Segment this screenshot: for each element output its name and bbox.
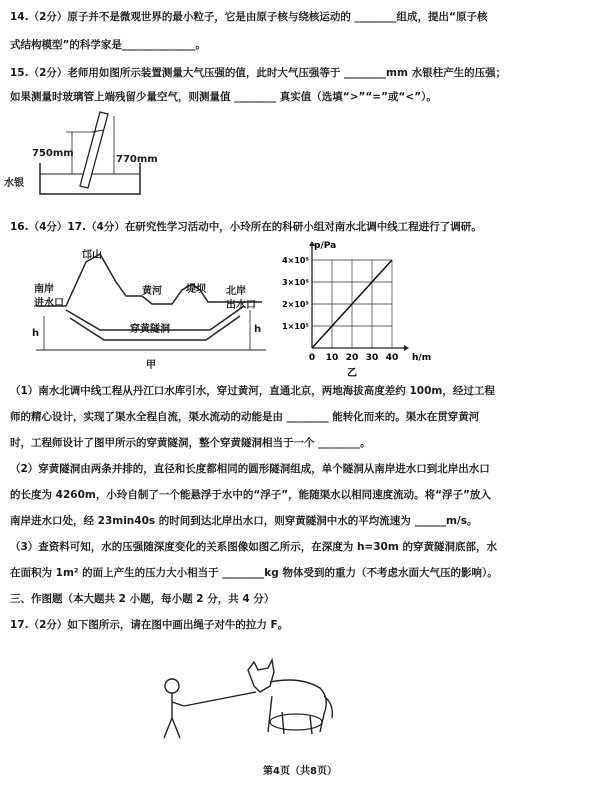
pressure-depth-chart (272, 240, 432, 380)
label-dike: 堤坝 (186, 284, 206, 295)
label-north-bank: 北岸 (226, 286, 246, 297)
y-axis-label: p/Pa (314, 241, 337, 251)
q14-line2: 式结构模型”的科学家是______________。 (10, 39, 206, 51)
q15-line2: 如果测量时玻璃管上端残留少量空气，则测量值 ________ 真实值（选填“>”“=”或“<”）。 (10, 91, 437, 103)
label-mercury: 水银 (4, 178, 24, 189)
label-yellow-river: 黄河 (142, 286, 162, 297)
label-tunnel: 穿黄隧洞 (130, 324, 170, 335)
x-tick-label: 10 (325, 353, 339, 363)
y-tick-label: 2×10⁵ (282, 300, 309, 309)
q14-line1: 14.（2分）原子并不是微观世界的最小粒子，它是由原子核与绕核运动的 ________组成，提出“原子核 (10, 11, 488, 23)
x-axis-arrow (404, 345, 409, 351)
label-inlet: 进水口 (34, 298, 64, 309)
q16-p1a: （1）南水北调中线工程从丹江口水库引水，穿过黄河，直通北京，两地海拔高度差约 100m，经过工程 (10, 385, 495, 397)
page-footer: 第4页（共8页） (263, 766, 337, 777)
caption-jia: 甲 (146, 360, 156, 371)
y-tick-label: 4×10⁵ (282, 256, 309, 265)
label-750mm: 750mm (32, 148, 74, 159)
y-tick-label: 3×10⁵ (282, 278, 309, 287)
q16-p1b: 师的精心设计，实现了渠水全程自流，渠水流动的动能是由 ________ 能转化而来的。渠水在贯穿黄河 (10, 411, 480, 423)
rope-cow-diagram (150, 652, 340, 744)
x-tick-label: 30 (365, 353, 379, 363)
caption-yi: 乙 (347, 368, 357, 379)
figure-jia (30, 244, 270, 371)
q16-intro: 16.（4分）17.（4分）在研究性学习活动中，小玲所在的科研小组对南水北调中线工程进行了调研。 (10, 221, 482, 233)
y-tick-label: 1×10⁵ (282, 322, 309, 331)
label-770mm: 770mm (116, 154, 158, 165)
x-tick-label: 40 (385, 353, 399, 363)
barometer-figure (4, 108, 158, 200)
q17-text: 17.（2分）如下图所示，请在图中画出绳子对牛的拉力 F。 (10, 619, 289, 631)
label-h-left: h (32, 328, 40, 339)
x-tick-label: 20 (345, 353, 359, 363)
x-axis-label: h/m (412, 353, 432, 363)
q16-p2c: 南岸进水口处，经 23min40s 的时间到达北岸出水口，则穿黄隧洞中水的平均流速为 ______m/s。 (10, 515, 478, 527)
label-south-bank: 南岸 (34, 284, 54, 295)
label-mangshan: 邙山 (82, 250, 102, 261)
q16-p1c: 时，工程师设计了图甲所示的穿黄隧洞，整个穿黄隧洞相当于一个 ________。 (10, 437, 371, 449)
rope-cow-figure (150, 652, 340, 744)
q16-p3a: （3）查资料可知，水的压强随深度变化的关系图像如图乙所示，在深度为 h=30m 的穿黄隧洞底部，水 (10, 541, 497, 553)
label-h-right: h (254, 324, 262, 335)
q16-p2a: （2）穿黄隧洞由两条并排的，直径和长度都相同的圆形隧洞组成，单个隧洞从南岸进水口到北岸出水口 (10, 463, 490, 475)
q15-line1: 15.（2分）老师用如图所示装置测量大气压强的值，此时大气压强等于 ________mm 水银柱产生的压强； (10, 67, 507, 79)
q16-p3b: 在面积为 1m² 的面上产生的压力大小相当于 ________kg 物体受到的重力（不考虑水面大气压的影响）。 (10, 567, 498, 579)
x-tick-label: 0 (308, 353, 316, 363)
section-heading: 三、作图题（本大题共 2 小题，每小题 2 分，共 4 分） (10, 593, 275, 605)
figure-yi (272, 240, 432, 380)
label-outlet: 出水口 (226, 300, 256, 311)
q16-p2b: 的长度为 4260m，小玲自制了一个能悬浮于水中的“浮子”，能随渠水以相同速度流动。将“浮子”放入 (10, 489, 491, 501)
